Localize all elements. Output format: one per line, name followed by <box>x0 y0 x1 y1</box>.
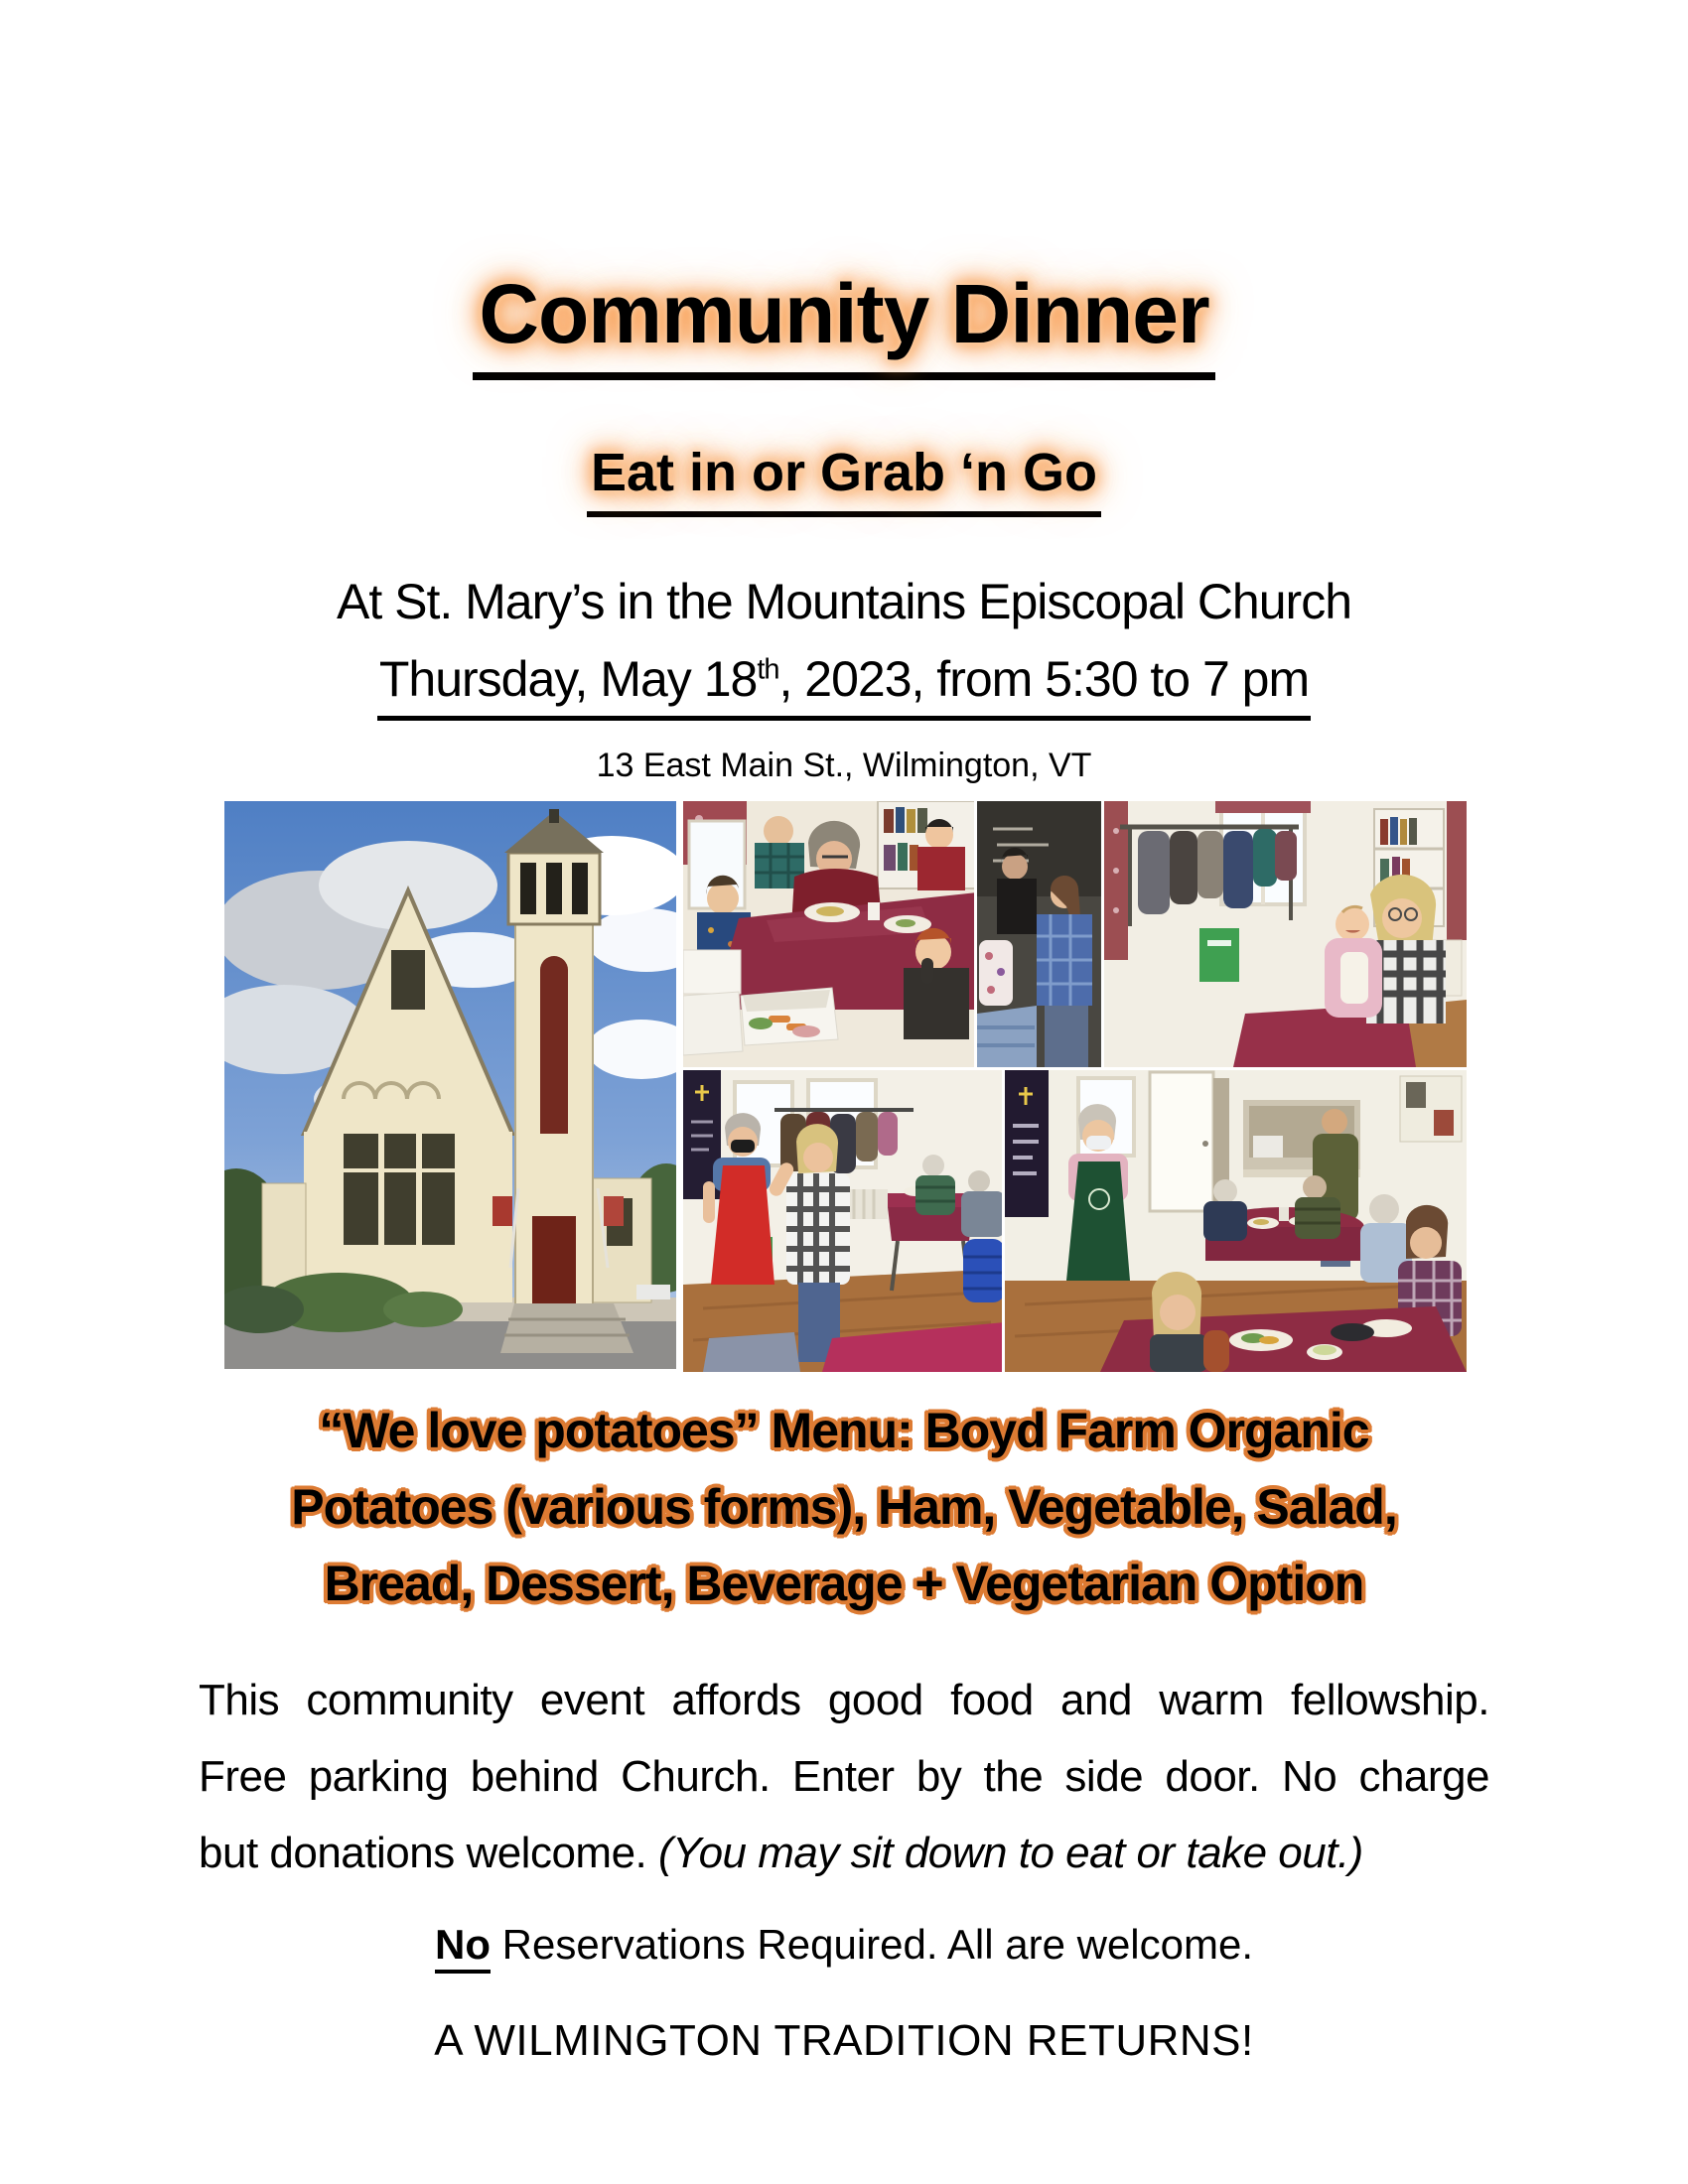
closing-line: A WILMINGTON TRADITION RETURNS! <box>434 2016 1254 2066</box>
dining-hall-illustration <box>1005 1070 1467 1372</box>
menu-line-1: “We love potatoes” Menu: Boyd Farm Organic <box>319 1403 1369 1459</box>
date-post: , 2023, from 5:30 to 7 pm <box>778 651 1310 708</box>
subtitle <box>0 442 1688 517</box>
no-emphasis: No <box>435 1921 491 1974</box>
reservations-line <box>0 1921 1688 1969</box>
grandmother-baby-illustration <box>1104 801 1467 1067</box>
photo-welcome-chalkboard <box>974 801 1104 1067</box>
page-title-text: Community Dinner <box>479 267 1209 361</box>
photo-collage <box>224 801 1464 1369</box>
reservations-rest: Reservations Required. All are welcome. <box>490 1921 1254 1969</box>
date-line <box>0 650 1688 721</box>
volunteers-illustration <box>683 1070 1005 1372</box>
body-line-2: Free parking behind Church. Enter by the side door. No charge <box>199 1752 1489 1802</box>
body-line-1: This community event affords good food and warm fellowship. <box>199 1676 1489 1725</box>
welcome-chalkboard-illustration <box>977 801 1104 1067</box>
body-line-3-italic: (You may sit down to eat or take out.) <box>658 1829 1363 1878</box>
church-exterior-illustration <box>224 801 676 1369</box>
date-pre: Thursday, May 18 <box>378 651 758 708</box>
subtitle-text: Eat in or Grab ‘n Go <box>590 443 1098 503</box>
photo-church-exterior <box>224 801 676 1369</box>
photo-dining-hall <box>1002 1067 1467 1372</box>
photo-volunteers-coat-rack <box>680 1067 1005 1372</box>
page-title <box>0 266 1688 380</box>
photo-grandmother-and-baby <box>1101 801 1467 1067</box>
location-line: At St. Mary’s in the Mountains Episcopal Church <box>336 574 1352 630</box>
menu-heading <box>0 1393 1688 1622</box>
menu-line-3: Bread, Dessert, Beverage + Vegetarian Option <box>324 1556 1364 1612</box>
menu-line-2: Potatoes (various forms), Ham, Vegetable, Salad, <box>291 1479 1397 1536</box>
family-dinner-illustration <box>683 801 977 1067</box>
address-line: 13 East Main St., Wilmington, VT <box>596 747 1092 785</box>
body-line-3 <box>199 1815 1489 1891</box>
date-superscript: th <box>757 653 779 686</box>
body-line-3-normal: but donations welcome. <box>199 1829 659 1878</box>
body-paragraph <box>199 1662 1489 1891</box>
photo-family-dinner-table <box>680 801 977 1067</box>
